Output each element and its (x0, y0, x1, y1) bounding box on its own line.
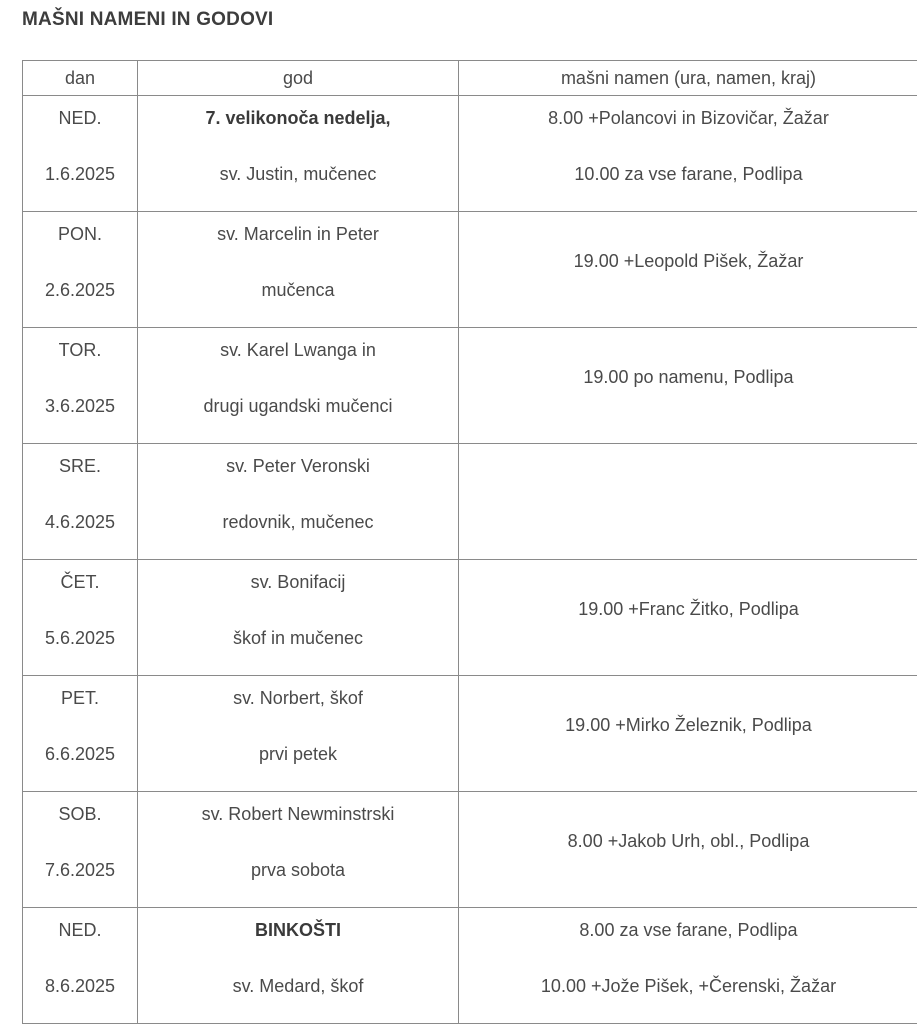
table-row (23, 444, 917, 560)
day-cell (23, 96, 138, 212)
namen-line: 19.00 +Mirko Železnik, Podlipa (565, 715, 812, 735)
namen-cell (459, 96, 917, 212)
namen-line (459, 444, 917, 479)
date-label: 1.6.2025 (44, 164, 116, 184)
day-cell (23, 908, 138, 1024)
god-cell (138, 792, 459, 908)
god-line-1: BINKOŠTI (254, 920, 341, 940)
date-label: 4.6.2025 (44, 512, 116, 532)
table-row (23, 908, 917, 1024)
god-line-1: sv. Norbert, škof (233, 688, 363, 708)
date-label: 7.6.2025 (44, 860, 116, 880)
namen-line-1: 8.00 +Polancovi in Bizovičar, Žažar (548, 108, 829, 128)
god-line-2: redovnik, mučenec (222, 512, 374, 532)
god-line-2: drugi ugandski mučenci (203, 396, 393, 416)
header-dan: dan (23, 61, 138, 96)
god-cell (138, 560, 459, 676)
date-label: 2.6.2025 (44, 280, 116, 300)
table-row (23, 560, 917, 676)
day-label: SRE. (58, 456, 101, 476)
god-cell (138, 328, 459, 444)
god-cell (138, 96, 459, 212)
god-line-2: mučenca (261, 280, 335, 300)
namen-line-2: 10.00 za vse farane, Podlipa (574, 164, 803, 184)
namen-line: 19.00 po namenu, Podlipa (583, 367, 794, 387)
day-cell (23, 444, 138, 560)
god-line-2: sv. Justin, mučenec (219, 164, 377, 184)
god-line-1: sv. Marcelin in Peter (217, 224, 379, 244)
day-cell (23, 328, 138, 444)
namen-cell (459, 328, 917, 444)
god-line-2: škof in mučenec (232, 628, 364, 648)
date-label: 6.6.2025 (44, 744, 116, 764)
god-line-2: prva sobota (250, 860, 346, 880)
day-label: SOB. (58, 804, 102, 824)
god-line-1: sv. Bonifacij (250, 572, 346, 592)
day-cell (23, 212, 138, 328)
day-cell (23, 792, 138, 908)
day-cell (23, 560, 138, 676)
day-label: ČET. (60, 572, 100, 592)
god-line-1: sv. Peter Veronski (226, 456, 370, 476)
day-label: TOR. (58, 340, 102, 360)
date-label: 8.6.2025 (44, 976, 116, 996)
table-row (23, 212, 917, 328)
namen-line: 19.00 +Leopold Pišek, Žažar (573, 251, 804, 271)
god-cell (138, 676, 459, 792)
god-line-1: sv. Robert Newminstrski (201, 804, 395, 824)
day-label: PON. (57, 224, 102, 244)
god-line-2: prvi petek (258, 744, 338, 764)
date-label: 3.6.2025 (44, 396, 116, 416)
mass-schedule-table (22, 60, 917, 1024)
god-cell (138, 444, 459, 560)
namen-cell (459, 560, 917, 676)
god-cell (138, 212, 459, 328)
page-title: MAŠNI NAMENI IN GODOVI (22, 9, 274, 30)
table-header-row (23, 61, 917, 96)
day-cell (23, 676, 138, 792)
namen-cell (459, 676, 917, 792)
namen-cell (459, 908, 917, 1024)
header-namen: mašni namen (ura, namen, kraj) (459, 61, 917, 96)
namen-line-1: 8.00 za vse farane, Podlipa (579, 920, 798, 940)
namen-cell (459, 792, 917, 908)
namen-line: 19.00 +Franc Žitko, Podlipa (578, 599, 799, 619)
namen-line-2: 10.00 +Jože Pišek, +Čerenski, Žažar (540, 976, 837, 996)
table-row (23, 792, 917, 908)
namen-cell (459, 212, 917, 328)
god-line-2: sv. Medard, škof (232, 976, 364, 996)
table-row (23, 96, 917, 212)
god-line-1: 7. velikonoča nedelja, (205, 108, 391, 128)
god-cell (138, 908, 459, 1024)
date-label: 5.6.2025 (44, 628, 116, 648)
table-row (23, 328, 917, 444)
table-row (23, 676, 917, 792)
god-line-1: sv. Karel Lwanga in (220, 340, 376, 360)
day-label: NED. (58, 108, 102, 128)
namen-cell (459, 444, 917, 560)
header-god: god (138, 61, 459, 96)
namen-line: 8.00 +Jakob Urh, obl., Podlipa (567, 831, 810, 851)
day-label: PET. (60, 688, 99, 708)
day-label: NED. (58, 920, 102, 940)
